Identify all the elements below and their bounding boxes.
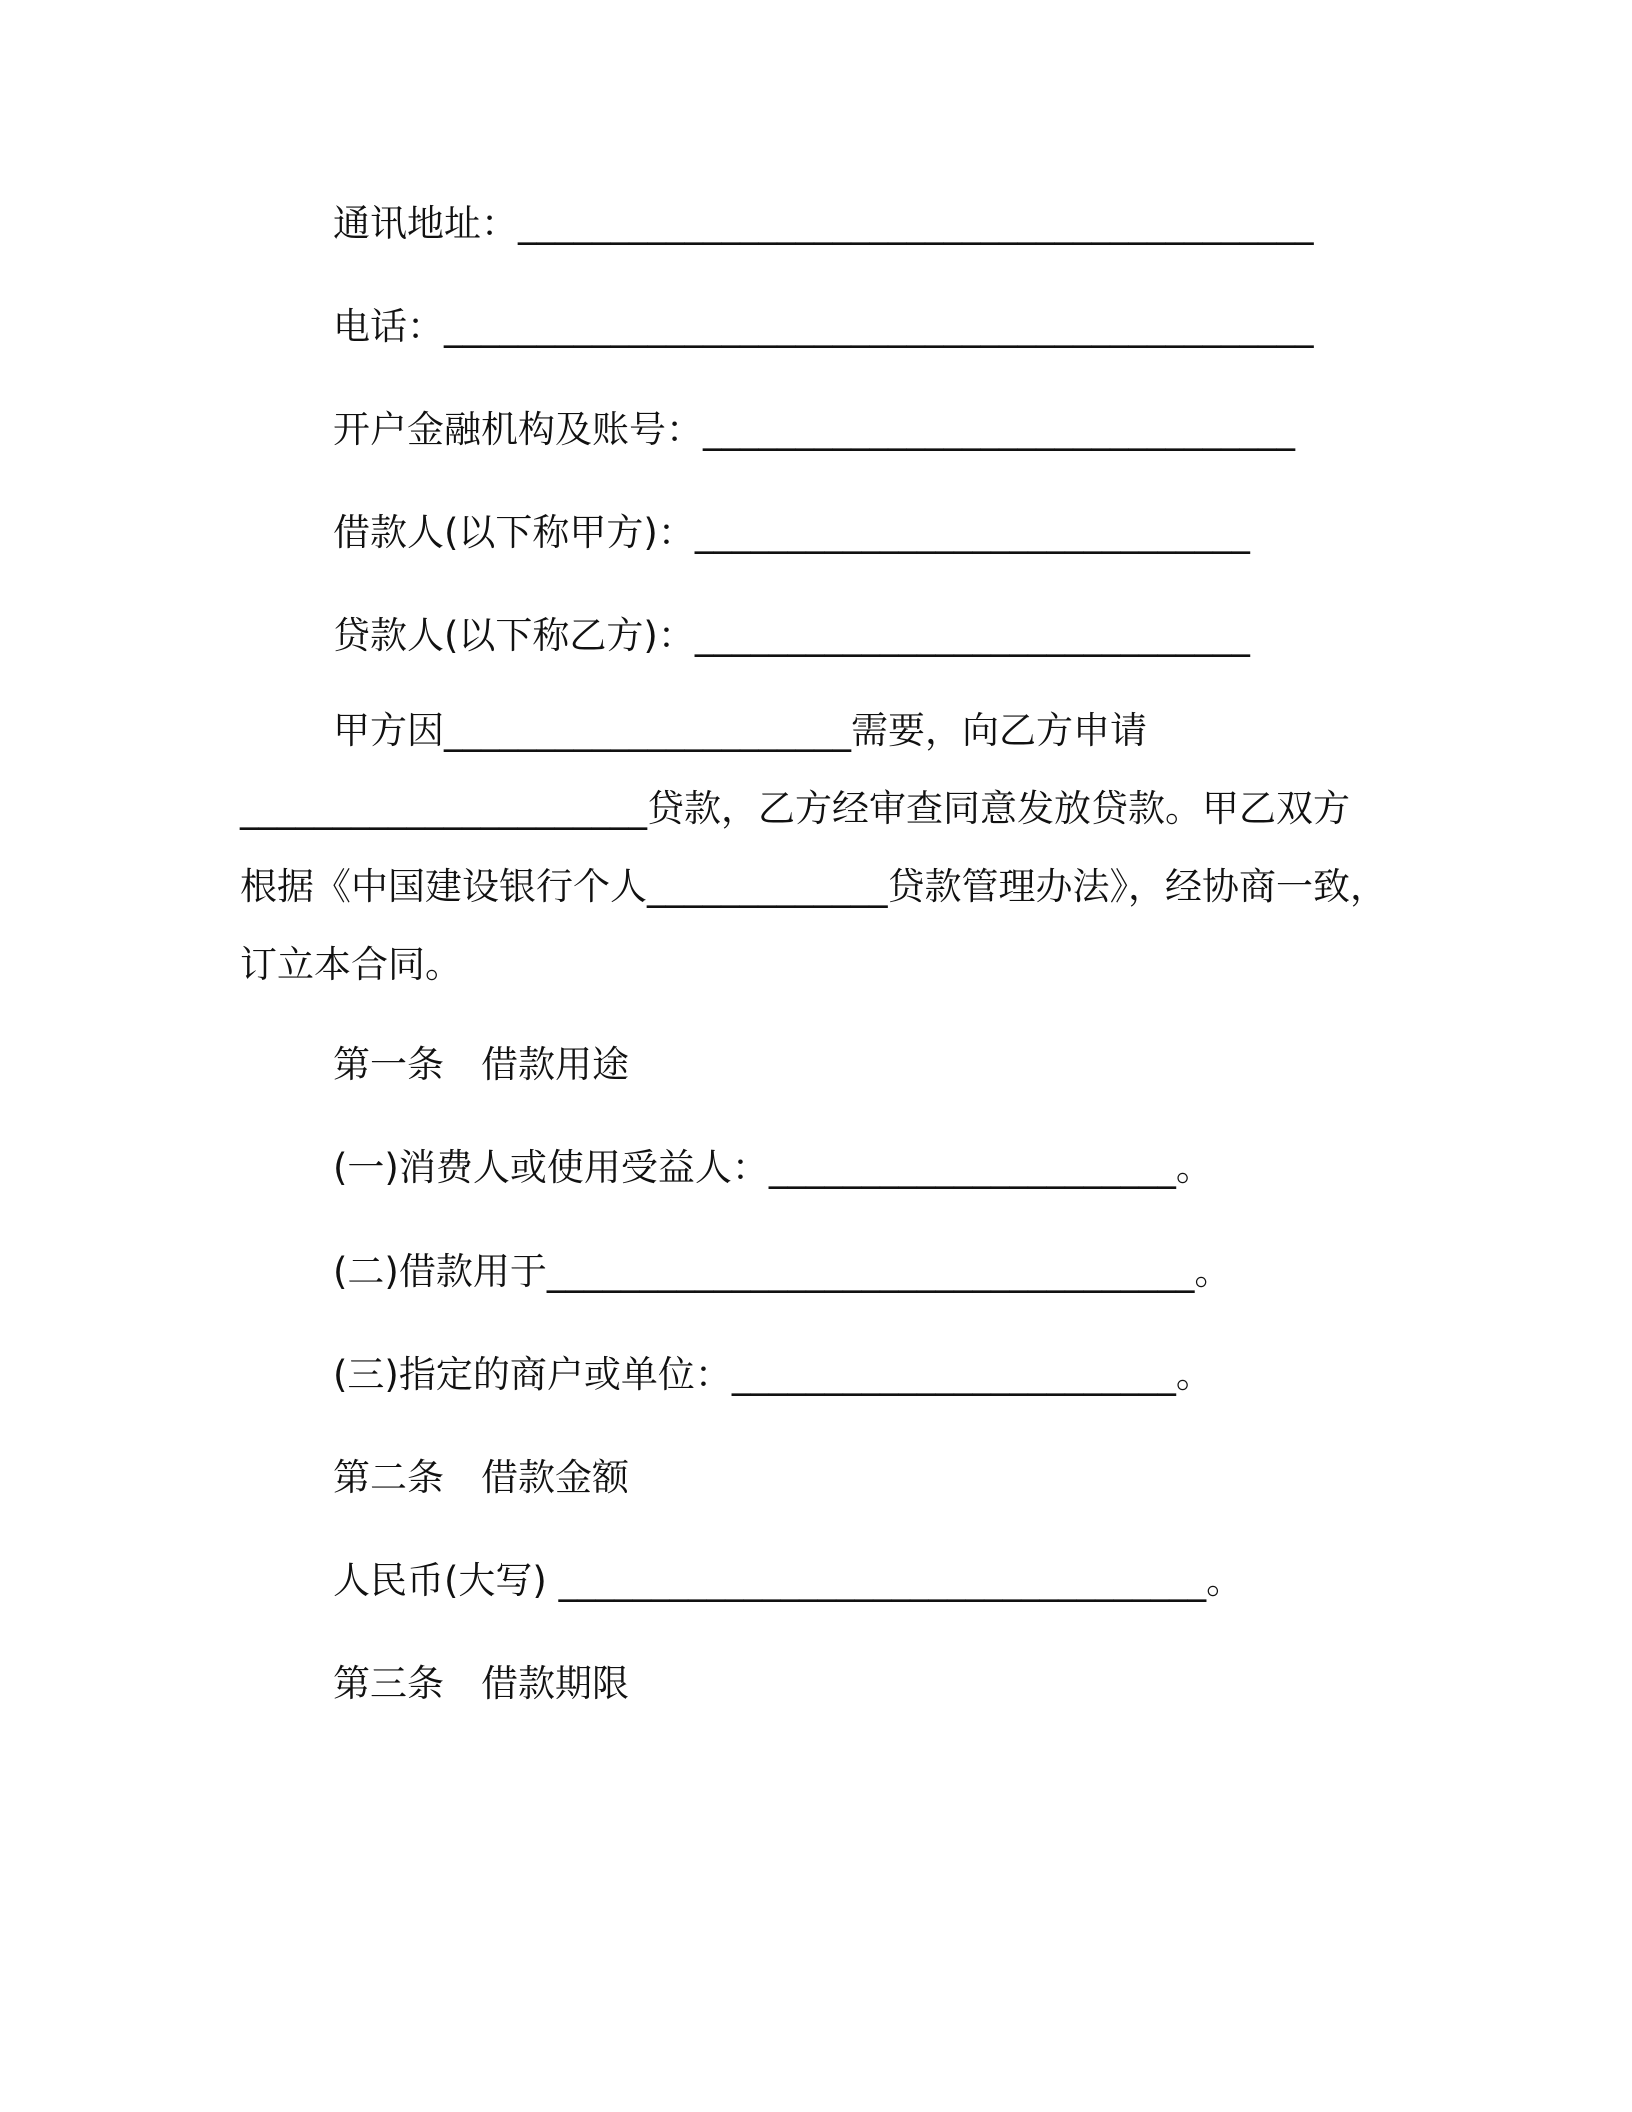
preamble-line-2: ______________________贷款，乙方经审查同意发放贷款。甲乙双方 <box>240 787 1350 830</box>
phone-line: 电话：_______________________________________________ <box>333 305 1314 348</box>
article-1-item-3: (三)指定的商户或单位：________________________。 <box>333 1353 1213 1396</box>
preamble-line-4: 订立本合同。 <box>240 943 462 986</box>
article-2-heading: 第二条 借款金额 <box>333 1456 629 1499</box>
borrower-line: 借款人(以下称甲方)：______________________________ <box>333 511 1250 554</box>
lender-line: 贷款人(以下称乙方)：______________________________ <box>333 614 1250 657</box>
article-3-heading: 第三条 借款期限 <box>333 1662 629 1705</box>
loan-amount-line: 人民币(大写) ___________________________________。 <box>333 1559 1244 1602</box>
bank-account-line: 开户金融机构及账号：________________________________ <box>333 408 1295 451</box>
article-1-item-1: (一)消费人或使用受益人：______________________。 <box>333 1146 1213 1189</box>
mailing-address-line: 通讯地址：___________________________________________ <box>333 202 1314 245</box>
article-1-item-2: (二)借款用于___________________________________。 <box>333 1250 1232 1293</box>
preamble-line-1: 甲方因______________________需要，向乙方申请 <box>333 709 1147 752</box>
preamble-line-3: 根据《中国建设银行个人_____________贷款管理办法》，经协商一致， <box>240 865 1387 908</box>
article-1-heading: 第一条 借款用途 <box>333 1043 629 1086</box>
